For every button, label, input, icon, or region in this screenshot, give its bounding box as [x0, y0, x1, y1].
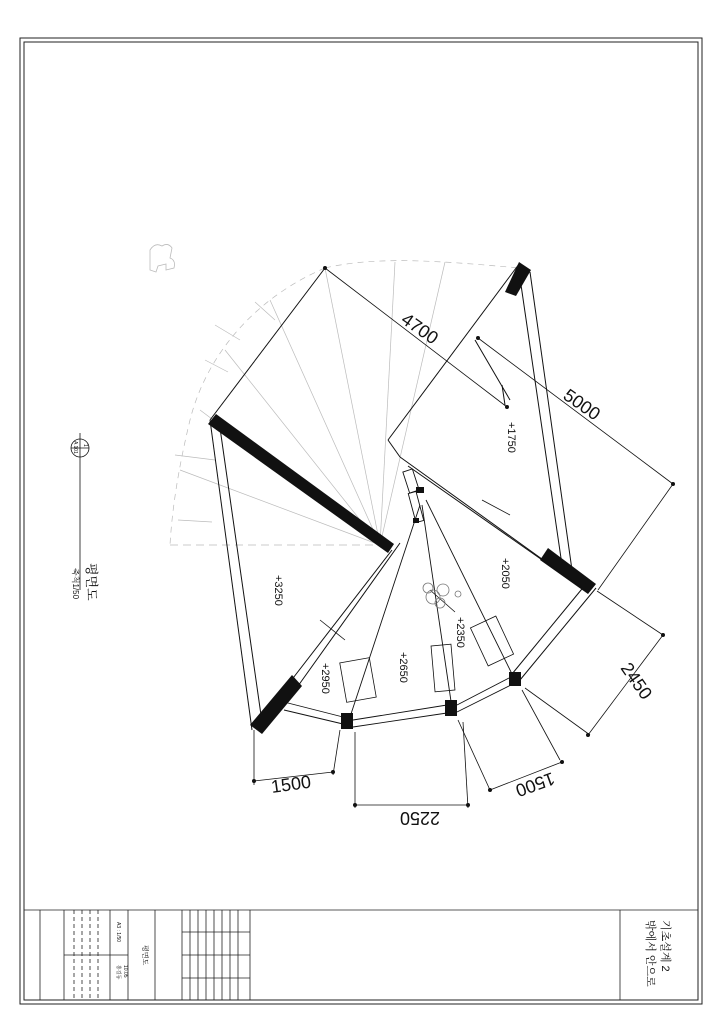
level-1750: +1750 [505, 422, 517, 453]
tb-project-title: 기초설계 2 [659, 920, 671, 972]
level-3250: +3250 [272, 575, 284, 606]
tb-small-b: 10.05 [122, 965, 128, 978]
level-2650: +2650 [397, 652, 409, 683]
scale-text: 축척1/50 [71, 568, 80, 600]
tb-sheet-name: 평면도 [141, 945, 148, 966]
tb-small-a: 홍길동 [115, 965, 121, 980]
dim-5000: 5000 [559, 384, 604, 425]
dim-4700: 4700 [397, 308, 442, 349]
section-title: 평면도 [84, 563, 99, 601]
fan-floors [284, 469, 514, 727]
level-2950: +2950 [319, 663, 331, 694]
plant-symbol [423, 583, 461, 608]
dim-1500-left: 1500 [269, 771, 313, 797]
dim-2450: 2450 [616, 658, 657, 704]
dim-1500-right: 1500 [513, 768, 558, 801]
title-block [24, 910, 698, 1000]
section-marker [71, 433, 99, 601]
left-room [210, 268, 400, 730]
tb-project-subtitle: 밖에서 안으로 [644, 920, 656, 987]
dimension-lines [254, 268, 673, 808]
benches [320, 500, 514, 702]
tb-scale-label: A3 : 1/50 [115, 922, 121, 943]
dim-2250: 2250 [399, 808, 440, 828]
section-marker-ref: A 101 [72, 441, 78, 454]
level-2050: +2050 [499, 558, 511, 589]
figure-sketch [150, 244, 175, 272]
section-marker-number: 1 [82, 444, 88, 447]
level-2350: +2350 [454, 617, 466, 648]
